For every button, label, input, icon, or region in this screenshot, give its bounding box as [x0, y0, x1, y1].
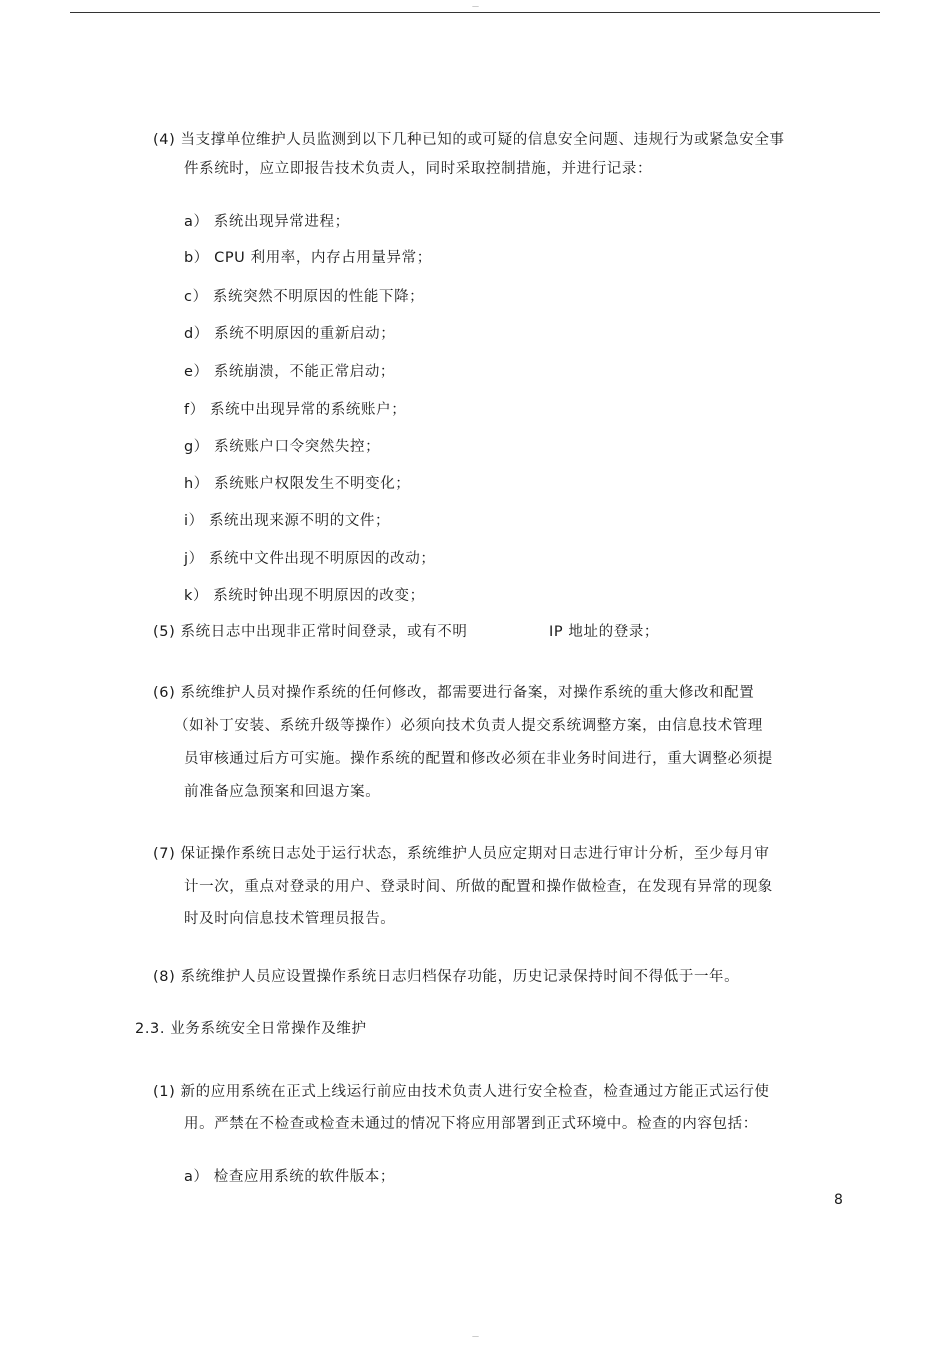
- page-number: 8: [834, 1192, 843, 1208]
- para6-line3: 员审核通过后方可实施。操作系统的配置和修改必须在非业务时间进行，重大调整必须提: [184, 751, 773, 767]
- para7-line1: (7) 保证操作系统日志处于运行状态，系统维护人员应定期对日志进行审计分析，至少每月审: [153, 846, 770, 862]
- para5-part2: IP 地址的登录；: [549, 624, 660, 640]
- para1-line1: (1) 新的应用系统在正式上线运行前应由技术负责人进行安全检查，检查通过方能正式运行使: [153, 1084, 770, 1100]
- list-item: d） 系统不明原因的重新启动；: [184, 326, 396, 342]
- list-item: j） 系统中文件出现不明原因的改动；: [184, 551, 436, 567]
- para4-line1: (4) 当支撑单位维护人员监测到以下几种已知的或可疑的信息安全问题、违规行为或紧急安全事: [153, 132, 785, 148]
- para8: (8) 系统维护人员应设置操作系统日志归档保存功能，历史记录保持时间不得低于一年。: [153, 969, 740, 985]
- list-item: k） 系统时钟出现不明原因的改变；: [184, 588, 425, 604]
- list-item: b） CPU 利用率，内存占用量异常；: [184, 250, 432, 266]
- list-item: a） 检查应用系统的软件版本；: [184, 1169, 395, 1185]
- list-item: g） 系统账户口令突然失控；: [184, 439, 381, 455]
- list-item: c） 系统突然不明原因的性能下降；: [184, 289, 425, 305]
- list-item: i） 系统出现来源不明的文件；: [184, 513, 391, 529]
- para4-line2: 件系统时，应立即报告技术负责人，同时采取控制措施，并进行记录：: [184, 161, 653, 177]
- list-item: e） 系统崩溃，不能正常启动；: [184, 364, 396, 380]
- list-item: h） 系统账户权限发生不明变化；: [184, 476, 411, 492]
- para6-line4: 前准备应急预案和回退方案。: [184, 784, 381, 800]
- list-item: a） 系统出现异常进程；: [184, 214, 350, 230]
- list-item: f） 系统中出现异常的系统账户；: [184, 402, 407, 418]
- para5-part1: (5) 系统日志中出现非正常时间登录，或有不明: [153, 624, 468, 640]
- para6-line2: （如补丁安装、系统升级等操作）必须向技术负责人提交系统调整方案，由信息技术管理: [174, 718, 763, 734]
- header-rule: [70, 12, 880, 13]
- para7-line3: 时及时向信息技术管理员报告。: [184, 911, 396, 927]
- para7-line2: 计一次，重点对登录的用户、登录时间、所做的配置和操作做检查，在发现有异常的现象: [184, 879, 773, 895]
- para6-line1: (6) 系统维护人员对操作系统的任何修改，都需要进行备案，对操作系统的重大修改和配置: [153, 685, 755, 701]
- bottom-page-mark: —: [472, 1332, 479, 1340]
- section-heading: 2.3. 业务系统安全日常操作及维护: [135, 1021, 367, 1037]
- top-page-mark: —: [472, 2, 479, 10]
- para1-line2: 用。严禁在不检查或检查未通过的情况下将应用部署到正式环境中。检查的内容包括：: [184, 1116, 758, 1132]
